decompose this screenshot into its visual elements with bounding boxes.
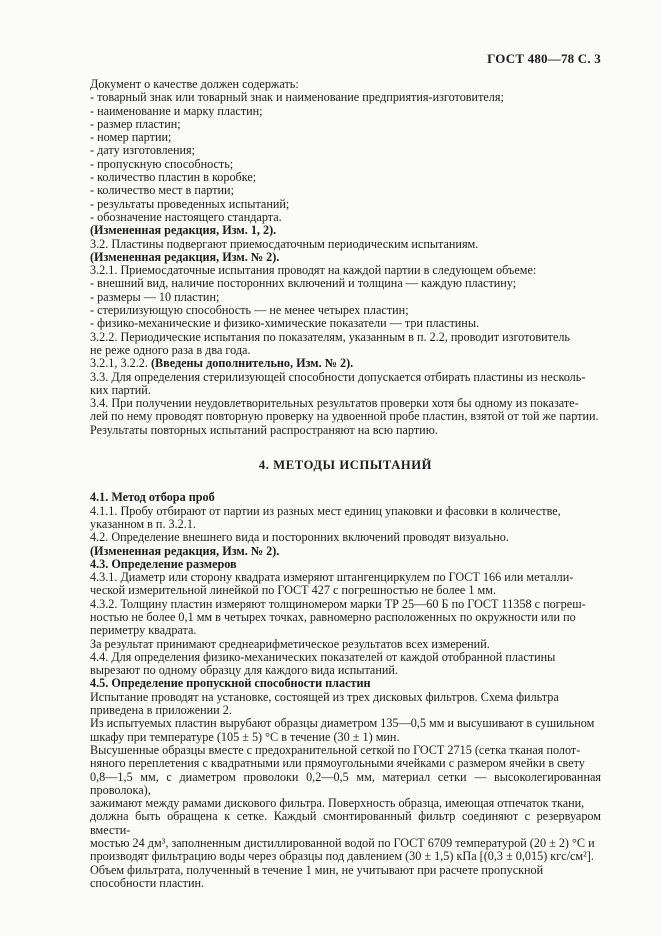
clause-numbers: 3.2.1, 3.2.2. — [90, 356, 148, 371]
paragraph-3-2-1-3-2-2 — [90, 357, 601, 370]
paragraph-4-3-2: 4.3.2. Толщину пластин измеряют толщиномером марки ТР 25—60 Б по ГОСТ 11358 с погреш- — [90, 596, 586, 611]
list-item: - размеры — 10 пластин; — [90, 289, 220, 304]
paragraph-3-4-result: Результаты повторных испытаний распространяют на всю партию. — [90, 422, 438, 437]
edit-note: (Измененная редакция, Изм. № 2). — [90, 543, 280, 558]
list-item: - обозначение настоящего стандарта. — [90, 209, 282, 224]
paragraph-3-2: 3.2. Пластины подвергают приемосдаточным периодическим испытаниям. — [90, 236, 479, 251]
paragraph-4-4: 4.4. Для определения физико-механических показателей от каждой отобранной пластины — [90, 649, 556, 664]
doc-quality-list — [90, 91, 601, 224]
paragraph-4-5-volume: Объем фильтрата, полученный в течение 1 мин, не учитывают при расчете пропускной — [90, 862, 544, 877]
list-item: - пропускную способность; — [90, 156, 234, 171]
paragraph-4-5-filter-cont: зажимают между рамами дискового фильтра. Поверхность образца, имеющая отпечаток ткани, — [90, 796, 585, 811]
paragraph-3-2-2-cont: не реже одного раза в два года. — [90, 342, 251, 357]
paragraph-4-5: Испытание проводят на установке, состоящей из трех дисковых фильтров. Схема фильтра — [90, 689, 559, 704]
paragraph-3-4: 3.4. При получении неудовлетворительных результатов проверки хотя бы одному из показате- — [90, 396, 579, 411]
list-item: - дату изготовления; — [90, 143, 196, 158]
paragraph-4-3-1: 4.3.1. Диаметр или сторону квадрата измеряют штангенциркулем по ГОСТ 166 или металли- — [90, 570, 574, 585]
paragraph-4-1-1: 4.1.1. Пробу отбирают от партии из разных мест единиц упаковки и фасовки в количестве, — [90, 503, 561, 518]
paragraph-4-5-volume-cont: способности пластин. — [90, 875, 205, 890]
paragraph-4-5-filter-cont: должна быть обращена к сетке. Каждый смонтированный фильтр соединяют с резервуаром вмести- — [90, 809, 601, 837]
paragraph-4-5-cont: приведена в приложении 2. — [90, 703, 232, 718]
paragraph-4-3-2-cont: ностью не более 0,1 мм в четырех точках, равномерно расположенных по окружности или по — [90, 609, 576, 624]
paragraph-4-5-filter-cont: няного переплетения с квадратными или прямоугольными ячейками с размером ячейки в свету — [90, 756, 585, 771]
paragraph-4-5-samples: Из испытуемых пластин вырубают образцы диаметром 135—0,5 мм и высушивают в сушильном — [90, 716, 595, 731]
list-item: - количество пластин в коробке; — [90, 170, 257, 185]
doc-quality-intro: Документ о качестве должен содержать: — [90, 77, 299, 91]
list-item: - номер партии; — [90, 130, 172, 145]
list-item: - товарный знак или товарный знак и наименование предприятия-изготовителя; — [90, 90, 504, 105]
list-item: - наименование и марку пластин; — [90, 103, 263, 118]
paragraph-4-4-cont: вырезают по одному образцу для каждого вида испытаний. — [90, 663, 398, 678]
page-header: ГОСТ 480—78 С. 3 — [487, 51, 601, 66]
list-item: - стерилизующую способность — не менее четырех пластин; — [90, 303, 409, 318]
paragraph-4-5-filter-cont: производят фильтрацию воды через образцы под давлением (30 ± 1,5) кПа [(0,3 ± 0,015) кгс/см²]. — [90, 849, 594, 864]
paragraph-4-5-filter: Высушенные образцы вместе с предохранительной сеткой по ГОСТ 2715 (сетка тканая полот- — [90, 742, 581, 757]
list-item: - результаты проведенных испытаний; — [90, 196, 290, 211]
paragraph-3-2-1: 3.2.1. Приемосдаточные испытания проводят на каждой партии в следующем объеме: — [90, 263, 537, 278]
paragraph-4-3-1-cont: ческой измерительной линейкой по ГОСТ 427 с погрешностью не более 1 мм. — [90, 583, 497, 598]
paragraph-3-2-2: 3.2.2. Периодические испытания по показателям, указанным в п. 2.2, проводит изготовитель — [90, 329, 570, 344]
edit-note: (Измененная редакция, Изм. № 2). — [90, 249, 280, 264]
edit-note: (Измененная редакция, Изм. 1, 2). — [90, 223, 277, 238]
paragraph-4-5-samples-cont: шкафу при температуре (105 ± 5) °С в течение (30 ± 1) мин. — [90, 729, 400, 744]
paragraph-3-3-cont: ких партий. — [90, 382, 151, 397]
heading-4-3: 4.3. Определение размеров — [90, 556, 237, 571]
paragraph-3-3: 3.3. Для определения стерилизующей способности допускается отбирать пластины из несколь- — [90, 369, 586, 384]
list-item: - внешний вид, наличие посторонних включений и толщина — каждую пластину; — [90, 276, 517, 291]
list-item: - размер пластин; — [90, 116, 181, 131]
section-title: 4. МЕТОДЫ ИСПЫТАНИЙ — [258, 458, 433, 473]
heading-4-5: 4.5. Определение пропускной способности пластин — [90, 676, 371, 691]
list-item: - количество мест в партии; — [90, 183, 234, 198]
paragraph-4-1-1-cont: указанном в п. 3.2.1. — [90, 516, 196, 531]
paragraph-3-4-cont: лей по нему проводят повторную проверку на удвоенной пробе пластин, взятой от той же партии. — [90, 409, 599, 424]
document-body — [90, 78, 601, 890]
edit-note: (Введены дополнительно, Изм. № 2). — [150, 356, 354, 371]
list-item: - физико-механические и физико-химические показатели — три пластины. — [90, 316, 480, 331]
paragraph-4-2: 4.2. Определение внешнего вида и посторонних включений проводят визуально. — [90, 530, 509, 545]
paragraph-4-5-filter-cont: мостью 24 дм³, заполненным дистиллированной водой по ГОСТ 6709 температурой (20 ± 2) °С и — [90, 836, 595, 851]
paragraph-4-5-filter-cont: 0,8—1,5 мм, с диаметром проволоки 0,2—0,5 мм, материал сетки — высоколегированная проволока), — [90, 769, 601, 797]
paragraph-4-3-2-result: За результат принимают среднеарифметическое результатов всех измерений. — [90, 636, 490, 651]
paragraph-4-3-2-cont: периметру квадрата. — [90, 623, 197, 638]
heading-4-1: 4.1. Метод отбора проб — [90, 490, 215, 505]
test-scope-list — [90, 277, 601, 330]
